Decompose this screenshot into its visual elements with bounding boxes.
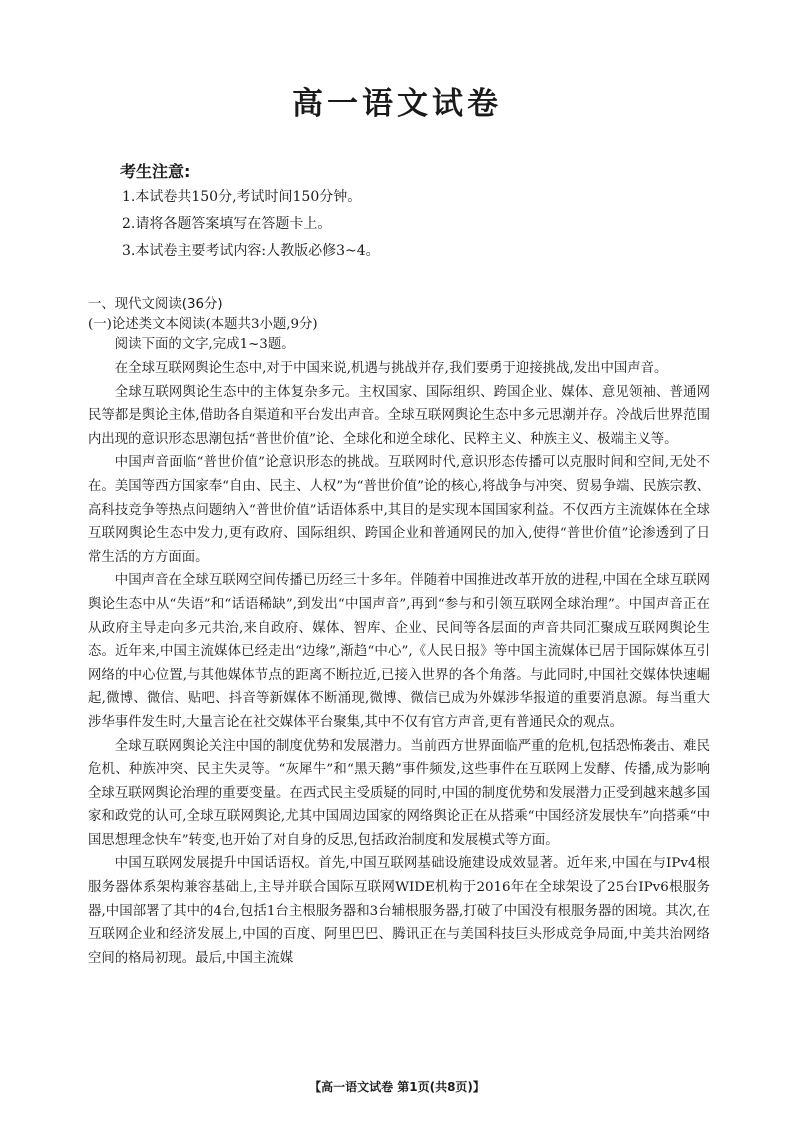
- page-footer: 【高一语文试卷 第1页(共8页)】: [309, 1080, 485, 1094]
- notice-item-3: 3.本试卷主要考试内容:人教版必修3~4。: [122, 243, 380, 259]
- notice-item-2: 2.请将各题答案填写在答题卡上。: [122, 216, 332, 232]
- exam-notice: [120, 160, 720, 265]
- section-instruction: 阅读下面的文字,完成1~3题。: [114, 337, 295, 352]
- paragraph-3: 中国声音面临“普世价值”论意识形态的挑战。互联网时代,意识形态传播可以克服时间和空间,无处不在。美国等西方国家奉“自由、民主、人权”为“普世价值”论的核心,将战争与冲突、贸易争端、民族宗教、高科技竞争等热点问题纳入“普世价值”话语体系中,其目的是实现本国国家利益。不仅西方主流媒体在全球互联网舆论生态中发力,更有政府、国际组织、跨国企业和普通网民的加入,使得“普世价值”论渗透到了日常生活的方方面面。: [88, 455, 710, 565]
- section-title: 一、现代文阅读(36分): [88, 297, 223, 312]
- notice-item-1: 1.本试卷共150分,考试时间150分钟。: [122, 189, 362, 205]
- paragraph-2: 全球互联网舆论生态中的主体复杂多元。主权国家、国际组织、跨国企业、媒体、意见领袖、普通网民等都是舆论主体,借助各自渠道和平台发出声音。全球互联网舆论生态中多元思潮并存。冷战后世界范围内出现的意识形态思潮包括“普世价值”论、全球化和逆全球化、民粹主义、种族主义、极端主义等。: [88, 384, 710, 447]
- reading-section: [88, 295, 710, 970]
- paragraph-4: 中国声音在全球互联网空间传播已历经三十多年。伴随着中国推进改革开放的进程,中国在全球互联网舆论生态中从“失语”和“话语稀缺”,到发出“中国声音”,再到“参与和引领互联网全球治理”。中国声音正在从政府主导走向多元共治,来自政府、媒体、智库、企业、民间等各层面的声音共同汇聚成互联网舆论生态。近年来,中国主流媒体已经走出“边缘”,渐趋“中心”,《人民日报》等中国主流媒体已居于国际媒体互引网络的中心位置,与其他媒体节点的距离不断拉近,已接入世界的各个角落。与此同时,中国社交媒体快速崛起,微博、微信、贴吧、抖音等新媒体不断涌现,微博、微信已成为外媒涉华报道的重要消息源。每当重大涉华事件发生时,大量言论在社交媒体平台聚集,其中不仅有官方声音,更有普通民众的观点。: [88, 573, 710, 730]
- notice-heading: 考生注意:: [120, 162, 191, 181]
- paragraph-6: 中国互联网发展提升中国话语权。首先,中国互联网基础设施建设成效显著。近年来,中国在与IPv4根服务器体系架构兼容基础上,主导并联合国际互联网WIDE机构于2016年在全球架设了25台IPv6根服务器,中国部署了其中的4台,包括1台主根服务器和3台辅根服务器,打破了中国没有根服务器的困境。其次,在互联网企业和经济发展上,中国的百度、阿里巴巴、腾讯正在与美国科技巨头形成竞争局面,中美共治网络空间的格局初现。最后,中国主流媒: [88, 856, 710, 966]
- page-title: 高一语文试卷: [292, 86, 502, 122]
- paragraph-1: 在全球互联网舆论生态中,对于中国来说,机遇与挑战并存,我们要勇于迎接挑战,发出中国声音。: [114, 361, 668, 376]
- section-subtitle: (一)论述类文本阅读(本题共3小题,9分): [88, 317, 318, 332]
- paragraph-5: 全球互联网舆论关注中国的制度优势和发展潜力。当前西方世界面临严重的危机,包括恐怖袭击、难民危机、种族冲突、民主失灵等。“灰犀牛”和“黑天鹅”事件频发,这些事件在互联网上发酵、传播,成为影响全球互联网舆论治理的重要变量。在西式民主受质疑的同时,中国的制度优势和发展潜力正受到越来越多国家和政党的认可,全球互联网舆论,尤其中国周边国家的网络舆论正在从搭乘“中国经济发展快车”向搭乘“中国思想理念快车”转变,也开始了对自身的反思,包括政治制度和发展模式等方面。: [88, 738, 710, 848]
